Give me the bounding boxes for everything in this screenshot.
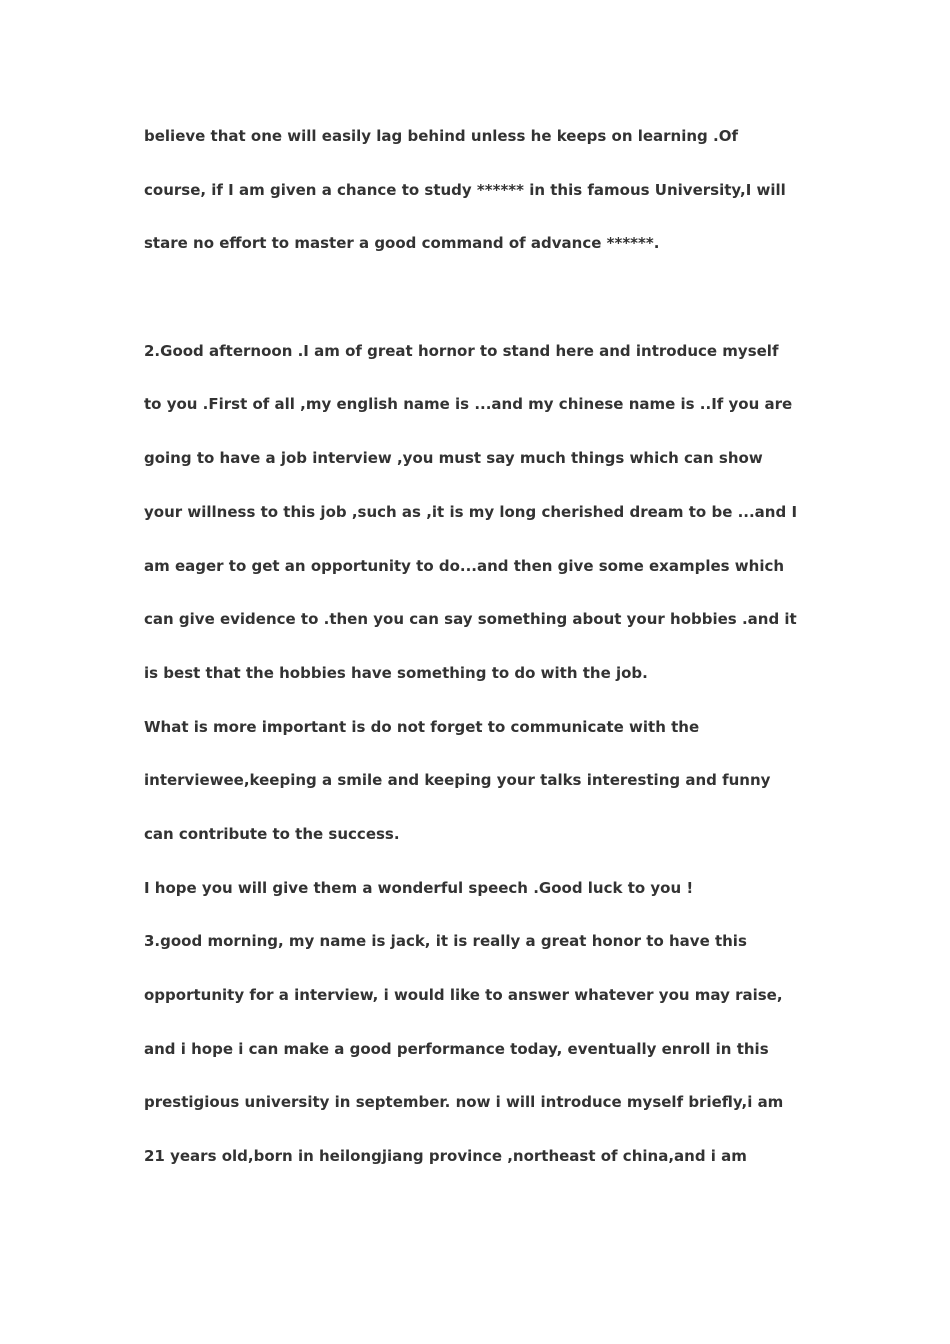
text-line: 2.Good afternoon .I am of great hornor to stand here and introduce myself: [144, 341, 779, 360]
text-line: What is more important is do not forget to communicate with the: [144, 717, 700, 736]
text-line: believe that one will easily lag behind unless he keeps on learning .Of: [144, 127, 738, 145]
text-line: opportunity for a interview, i would like to answer whatever you may raise,: [144, 986, 783, 1004]
text-line: prestigious university in september. now i will introduce myself briefly,i am: [144, 1093, 784, 1112]
text-line: interviewee,keeping a smile and keeping your talks interesting and funny: [144, 771, 771, 790]
text-line: to you .First of all ,my english name is ...and my chinese name is ..If you are: [144, 395, 793, 414]
text-line: 3.good morning, my name is jack, it is really a great honor to have this: [144, 932, 747, 951]
text-line: am eager to get an opportunity to do...and then give some examples which: [144, 556, 785, 575]
text-line: is best that the hobbies have something to do with the job.: [144, 663, 648, 682]
text-line: and i hope i can make a good performance today, eventually enroll in this: [144, 1039, 769, 1058]
text-line: your willness to this job ,such as ,it is my long cherished dream to be ...and I: [144, 502, 798, 521]
text-line: course, if I am given a chance to study ****** in this famous University,I will: [144, 180, 786, 199]
text-line: can give evidence to .then you can say something about your hobbies .and it: [144, 610, 797, 629]
text-line: I hope you will give them a wonderful speech .Good luck to you !: [144, 878, 694, 897]
text-line: stare no effort to master a good command of advance ******.: [144, 234, 660, 253]
document-body: [144, 121, 824, 1195]
text-line: can contribute to the success.: [144, 824, 400, 843]
paragraph-gap: [144, 282, 824, 336]
text-line: going to have a job interview ,you must say much things which can show: [144, 449, 763, 468]
text-line: 21 years old,born in heilongjiang province ,northeast of china,and i am: [144, 1147, 747, 1166]
